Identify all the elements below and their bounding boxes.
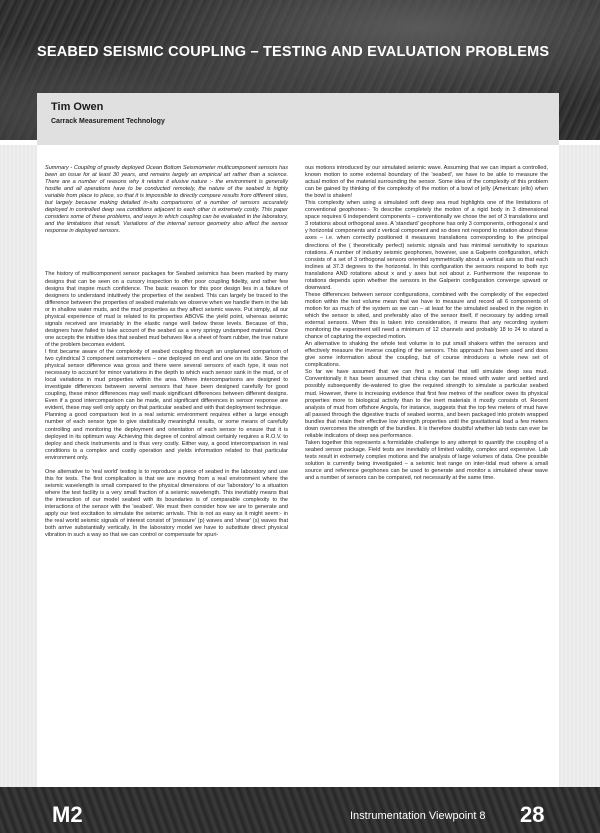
footer-band <box>0 787 600 833</box>
body-paragraph: I first became aware of the complexity of seabed coupling through an unplanned comparison of two cylindrical 3 component seismometers – one deployed on end and one on its side. Since the physical sensor difference was gross and there were several sensors of each type, it was not necessary to account for minor variations in the depth to which each sensor sank in the mud, or of local variations in mud properties within the area. Where intercomparisons are designed to investigate differences between several sensors that have been designed carefully for good coupling, these minor differences may well mask significant differences between different designs. Even if a good intercomparison can be made, and significant differences in sensor response are evident, these may well only apply on that particular seabed and with that deployment technique. <box>45 348 288 412</box>
body-paragraph: Planning a good comparison test in a real seismic environment requires either a large enough number of each sensor type to give statistically meaningful results, or some means of carefully controlling and monitoring the deployment and orientation of each sensor to ensure that it is deployed in its optimum way. Achieving this degree of control almost certainly requires a R.O.V. to deploy and check instruments and is thus very costly. Either way, a good intercomparison in real conditions is a complex and costly operation and yields information related to that particular environment only. <box>45 412 288 461</box>
body-paragraph: The history of multicomponent sensor packages for Seabed seismics has been marked by many designs that can be seen on a cursory inspection to offer poor coupling fidelity, and rather few designs that inspire much confidence. The basic reason for this poor design lies in a failure of designers to understand intuitively the properties of the seabed. This can largely be traced to the difference between the properties of seabed materials we observe when we handle them in the lab or in shallow water muds, and the mud properties as they affect seismic waves. Put simply, all our physical experience of mud is related to its properties ABOVE the yield point, whereas seismic signals received are invariably in the elastic range well below these levels. Because of this, designers have failed to take account of the seabed as a very springy undamped material. Once one accepts the intuitive idea that seabed mud behaves like a sheet of foam rubber, the true nature of the problem becomes evident. <box>45 271 288 348</box>
author-box <box>37 93 559 145</box>
body-paragraph: One alternative to 'real world' testing is to reproduce a piece of seabed in the laboratory and use this for tests. The first complication is that we are moving from a real environment where the seismic wavelength is small compared to the physical dimensions of our 'laboratory' to a situation where the test facility is a very small fraction of a seismic wavelength. This inevitably means that the interaction of our model seabed with its boundaries is of comparable complexity to the interactions of the sensor with the 'seabed'. We must then consider how we are to generate and apply our test excitation to simulate the seismic arrivals. This is not as easy as it might seem:- in the real world seismic signals of interest consist of 'pressure' (p) waves and 'shear' (s) waves that both arrive substantially vertically. In the laboratory model we have to substitute direct physical vibration in such a way so that we can control or compensate for spuri- <box>45 468 288 539</box>
author-affiliation: Carrack Measurement Technology <box>51 118 165 125</box>
body-paragraph: An alternative to shaking the whole test volume is to put small shakers within the sensors and effectively measure the inverse coupling of the sensors. This approach has been used and does give some information about the coupling, but of course introduces a whole new set of complications. <box>305 341 548 369</box>
body-paragraph: These differences between sensor configurations, combined with the complexity of the expected motion within the test volume mean that we have to measure and record all 6 components of motion for as much of the system as we can – at least for the simulated seabed in the region in which the sensor is sited, and preferably also of the sensor itself, if necessary by adding small external sensors. When this is taken into consideration, it means that any recording system monitoring the experiment will need a minimum of 12 channels and probably 18 to 24 to stand a chance of capturing the expected motion. <box>305 291 548 341</box>
author-name: Tim Owen <box>51 101 104 113</box>
body-paragraph: Taken together this represents a formidable challenge to any attempt to quantify the coupling of a seabed sensor package. Field tests are inevitably of limited validity, complex and expensive. Lab tests result in extremely complex motions and the analysis of large volumes of data. One possible solution is currently being investigated – a seismic test range on inter-tidal mud where a small source and reference geophones can be used to generate and monitor a simulated shear wave and a number of sensors can be compared, not necessarily at the same time. <box>305 439 548 482</box>
journal-name: Instrumentation Viewpoint 8 <box>350 810 486 822</box>
page-number: 28 <box>520 802 545 827</box>
right-column <box>305 165 548 482</box>
body-paragraph: This complexity when using a simulated soft deep sea mud highlights one of the limitations of conventional geophones:- To describe completely the motion of a rigid body in 3 dimensional space requires 6 independent components – conventionally we chose the set of 3 translations and 3 rotations about orthogonal axes. A 'standard' geophone has only 3 components, orthogonal x and y horizontal components and z vertical component and so does not respond to rotation about these axes – i.e. when correctly positioned it measures translations corresponding to the principal directions of the ( theoretically perfect) seismic signals and has minimal sensitivity to spurious rotations. A number of industry seismic geophones, however, use a Galperin configuration, which consists of a set of 3 orthogonal sensors oriented symmetrically about a vertical axis so that each inclines at 37.3 degrees to the horizontal. In this configuration the sensors respond to both xyz translations AND rotations about x and y axes but not about z. Furthermore the response to rotations depends upon whether the sensors in the Galperin configuration converge upward or downward. <box>305 200 548 291</box>
body-paragraph: So far we have assumed that we can find a material that will simulate deep sea mud. Conventionally it has been assumed that china clay can be mixed with water and settled and possibly subsequently de-watered to give the required strength to simulate a particular seabed mud. However, there is increasing evidence that first few metres of the seafloor owes its physical properties more to biological activity than to the inert materials it mostly consists of. Recent analysis of mud from offshore Angola, for instance, suggests that the top few meters of mud have all passed through the digestive tracts of seabed worms, and been packaged into protein wrapped bundles that retain their effective low strength properties until the gravitational load a few meters down overcomes the strength of the bundles. It is therefore doubtful whether lab tests can ever be reliable indicators of deep sea performance. <box>305 369 548 439</box>
body-paragraph: ous motions introduced by our simulated seismic wave. Assuming that we can impart a controlled, known motion to some external boundary of the 'seabed', we have to be able to measure the actual motion of the material surrounding the sensor. Some idea of the complexity of this problem can be gained by thinking of the complexity of the motion of a bowl of jelly (American: jello) when the bowl is shaken! <box>305 165 548 200</box>
article-title: SEABED SEISMIC COUPLING – TESTING AND EVALUATION PROBLEMS <box>37 44 550 60</box>
section-code: M2 <box>52 802 83 827</box>
summary-paragraph: Summary - Coupling of gravity deployed Ocean Bottom Seismometer multicomponent sensors has been an issue for at least 30 years, and remains largely an empirical art rather than a science. There are a number of reasons why it retains it elusive nature :- the environment is generally hostile and all operations have to be conducted remotely, the nature of the seabed is highly variable from place to place, so that it is impossible to directly compare results from different sites, but largely because making detailed in-situ comparisons of a number of sensors accurately deployed in controlled deep sea conditions adjacent to each other is extremely costly. This paper considers some of these problems, and ways in which coupling can be evaluated in the laboratory, and the limitations that result. Variations of the internal sensor geometry also affect the sensor response in deployed sensors. <box>45 165 288 235</box>
left-column <box>45 165 288 539</box>
